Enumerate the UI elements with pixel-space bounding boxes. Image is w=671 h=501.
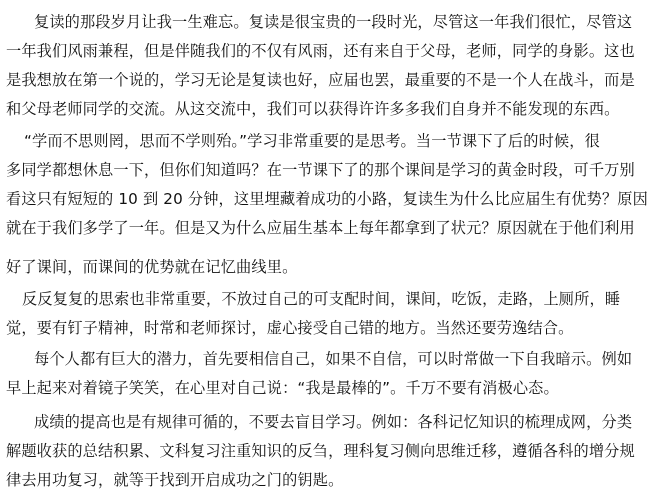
paragraph-line: 看这只有短短的 10 到 20 分钟，这里埋藏着成功的小路，复读生为什么比应届生有优势？原因	[6, 190, 648, 208]
paragraph-line: 好了课间，而课间的优势就在记忆曲线里。	[6, 258, 298, 276]
paragraph-line: 觉，要有钉子精神，时常和老师探讨，虚心接受自己错的地方。当然还要劳逸结合。	[6, 319, 574, 337]
paragraph-line: 每个人都有巨大的潜力，首先要相信自己，如果不自信，可以时常做一下自我暗示。例如	[34, 350, 633, 368]
paragraph-line: 就在于我们多学了一年。但是又为什么应届生基本上每年都拿到了状元？原因就在于他们利用	[6, 219, 635, 237]
paragraph-line: 和父母老师同学的交流。从这交流中，我们可以获得许许多多我们自身并不能发现的东西。	[6, 100, 620, 118]
paragraph-line: 多同学都想休息一下，但你们知道吗？在一节课下了的那个课间是学习的黄金时段，可千万别	[6, 161, 635, 179]
paragraph-line: “学而不思则罔，思而不学则殆。”学习非常重要的是思考。当一节课下了后的时候，很	[24, 132, 600, 150]
paragraph-line: 解题收获的总结积累、文科复习注重知识的反刍，理科复习侧向思维迁移，遵循各科的增分规	[6, 442, 635, 460]
paragraph-line: 早上起来对着镜子笑笑，在心里对自己说：“我是最棒的”。千万不要有消极心态。	[6, 379, 559, 397]
paragraph-line: 复读的那段岁月让我一生难忘。复读是很宝贵的一段时光，尽管这一年我们很忙，尽管这	[34, 13, 633, 31]
paragraph-line: 成绩的提高也是有规律可循的，不要去盲目学习。例如：各科记忆知识的梳理成网，分类	[34, 413, 633, 431]
paragraph-line: 律去用功复习，就等于找到开启成功之门的钥匙。	[6, 471, 344, 489]
paragraph-line: 反反复复的思索也非常重要，不放过自己的可支配时间，课间，吃饭，走路，上厕所，睡	[22, 290, 621, 308]
paragraph-line: 一年我们风雨兼程，但是伴随我们的不仅有风雨，还有来自于父母，老师，同学的身影。这也	[6, 42, 635, 60]
paragraph-line: 是我想放在第一个说的，学习无论是复读也好，应届也罢，最重要的不是一个人在战斗，而是	[6, 71, 635, 89]
